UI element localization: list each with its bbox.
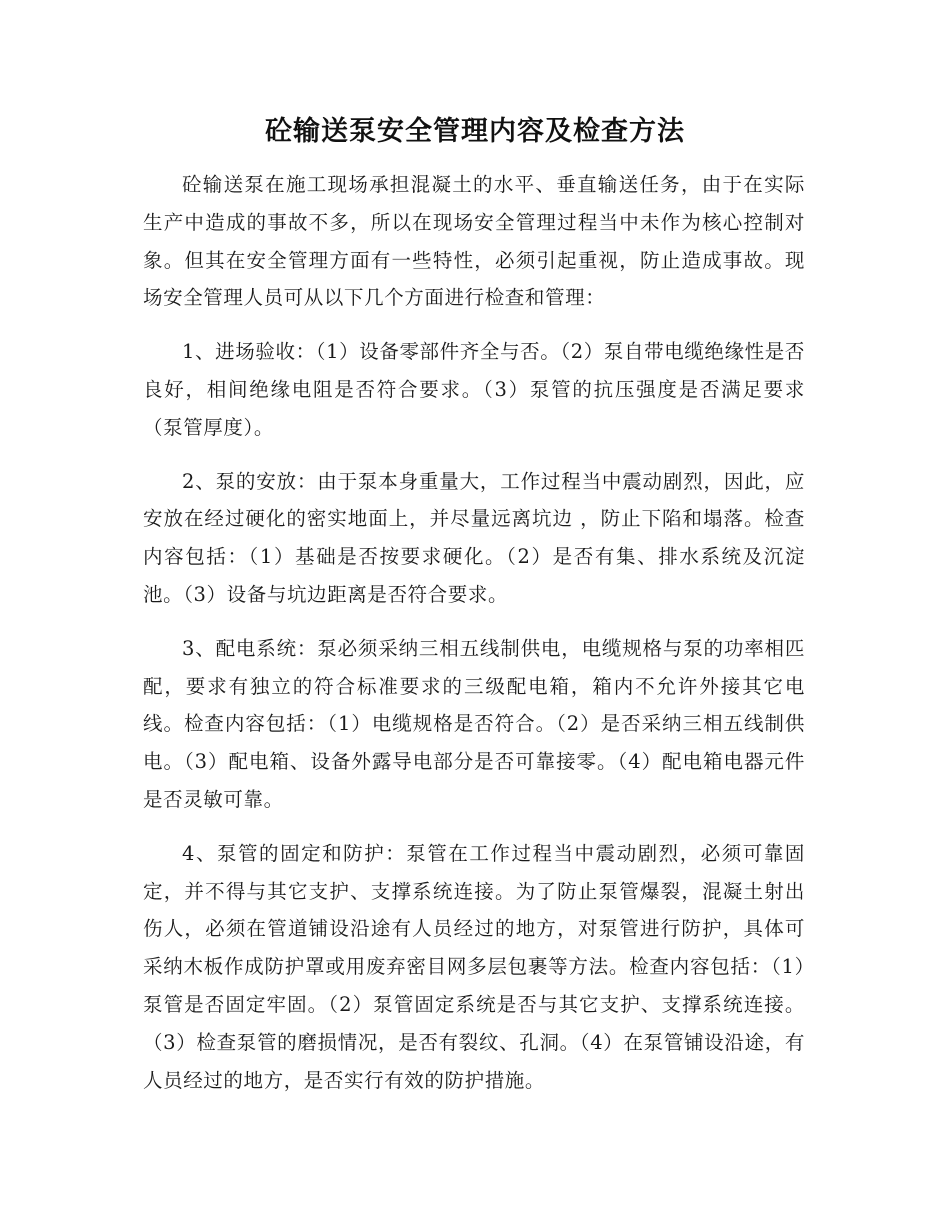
document-body	[143, 166, 805, 1115]
section-power-distribution: 3、配电系统：泵必须采纳三相五线制供电，电缆规格与泵的功率相匹配，要求有独立的符合标准要求的三级配电箱，箱内不允许外接其它电线。检查内容包括：（1）电缆规格是否符合。（2）是否采纳三相五线制供电。（3）配电箱、设备外露导电部分是否可靠接零。（4）配电箱电器元件是否灵敏可靠。	[143, 636, 805, 811]
intro-paragraph: 砼输送泵在施工现场承担混凝土的水平、垂直输送任务，由于在实际生产中造成的事故不多，所以在现场安全管理过程当中未作为核心控制对象。但其在安全管理方面有一些特性，必须引起重视，防止造成事故。现场安全管理人员可从以下几个方面进行检查和管理：	[143, 173, 805, 310]
section-pump-placement: 2、泵的安放：由于泵本身重量大，工作过程当中震动剧烈，因此，应安放在经过硬化的密实地面上，并尽量远离坑边 ，防止下陷和塌落。检查内容包括：（1）基础是否按要求硬化。（2）是否有集、排水系统及沉淀池。（3）设备与坑边距离是否符合要求。	[143, 469, 805, 606]
page-title: 砼输送泵安全管理内容及检查方法	[265, 116, 685, 147]
section-entry-acceptance: 1、进场验收：（1）设备零部件齐全与否。（2）泵自带电缆绝缘性是否良好，相间绝缘电阻是否符合要求。（3）泵管的抗压强度是否满足要求（泵管厚度）。	[143, 340, 805, 439]
section-pipe-fixing-protection: 4、泵管的固定和防护：泵管在工作过程当中震动剧烈，必须可靠固定，并不得与其它支护、支撑系统连接。为了防止泵管爆裂，混凝土射出伤人，必须在管道铺设沿途有人员经过的地方，对泵管进行防护，具体可采纳木板作成防护罩或用废弃密目网多层包裹等方法。检查内容包括：（1）泵管是否固定牢固。（2）泵管固定系统是否与其它支护、支撑系统连接。（3）检查泵管的磨损情况，是否有裂纹、孔洞。（4）在泵管铺设沿途，有人员经过的地方，是否实行有效的防护措施。	[143, 841, 805, 1092]
